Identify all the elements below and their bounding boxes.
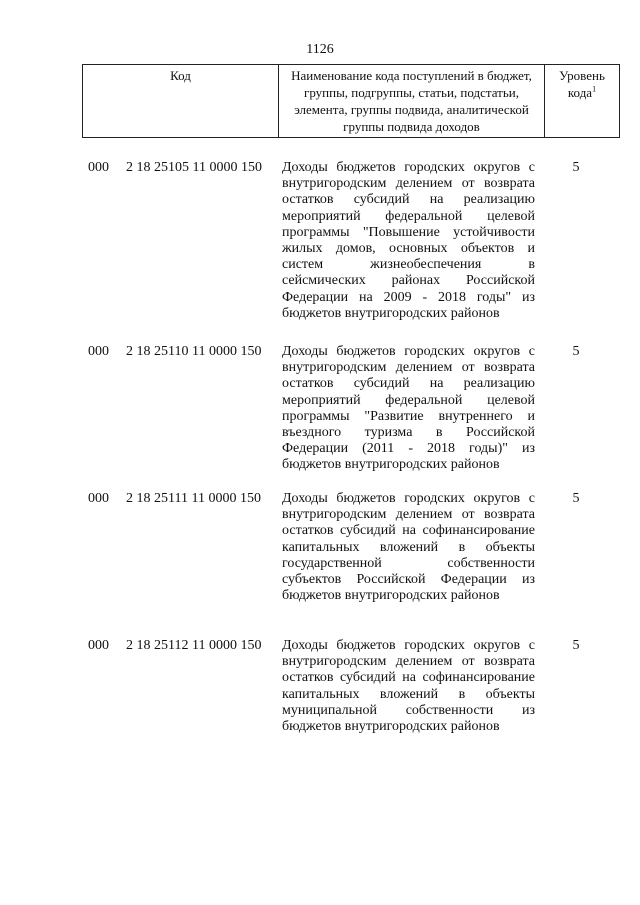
row-group-code: 000 bbox=[88, 491, 109, 506]
header-name: Наименование кода поступлений в бюджет, группы, подгруппы, статьи, подстатьи, элемента, группы подвида, аналитической группы подвида доходов bbox=[279, 65, 545, 138]
row-revenue-code: 2 18 25110 11 0000 150 bbox=[126, 344, 262, 359]
page-number: 1126 bbox=[306, 42, 334, 57]
row-level: 5 bbox=[572, 491, 580, 506]
row-level: 5 bbox=[572, 344, 580, 359]
row-revenue-code: 2 18 25105 11 0000 150 bbox=[126, 160, 262, 175]
row-group-code: 000 bbox=[88, 160, 109, 175]
row-name: Доходы бюджетов городских округов с внутригородским делением от возврата остатков субсидий на софинансирование капитальных вложений в объекты муниципальной собственности из бюджетов внутригородских районов bbox=[282, 638, 535, 735]
row-level: 5 bbox=[572, 160, 580, 175]
row-code bbox=[88, 160, 262, 176]
row-code bbox=[88, 491, 261, 507]
header-level-cell bbox=[545, 65, 620, 138]
footnote-marker: 1 bbox=[592, 84, 597, 94]
row-code bbox=[88, 638, 261, 654]
row-level: 5 bbox=[572, 638, 580, 653]
row-name: Доходы бюджетов городских округов с внутригородским делением от возврата остатков субсидий на реализацию мероприятий федеральной целевой программы "Повышение устойчивости жилых домов, основных объектов и систем жизнеобеспечения в сейсмических районах Российской Федерации на 2009 - 2018 годы" из бюджетов внутригородских районов bbox=[282, 160, 535, 321]
row-revenue-code: 2 18 25112 11 0000 150 bbox=[126, 638, 262, 653]
table-header bbox=[82, 64, 620, 138]
header-code: Код bbox=[83, 65, 279, 138]
row-group-code: 000 bbox=[88, 344, 109, 359]
row-name: Доходы бюджетов городских округов с внутригородским делением от возврата остатков субсидий на реализацию мероприятий федеральной целевой программы "Развитие внутреннего и въездного туризма в Российской Федерации (2011 - 2018 годы)" из бюджетов внутригородских районов bbox=[282, 344, 535, 473]
row-group-code: 000 bbox=[88, 638, 109, 653]
header-level: Уровень кода bbox=[559, 68, 605, 100]
row-name: Доходы бюджетов городских округов с внутригородским делением от возврата остатков субсидий на софинансирование капитальных вложений в объекты государственной собственности субъектов Российской Федерации из бюджетов внутригородских районов bbox=[282, 491, 535, 604]
row-revenue-code: 2 18 25111 11 0000 150 bbox=[126, 491, 261, 506]
row-code bbox=[88, 344, 261, 360]
